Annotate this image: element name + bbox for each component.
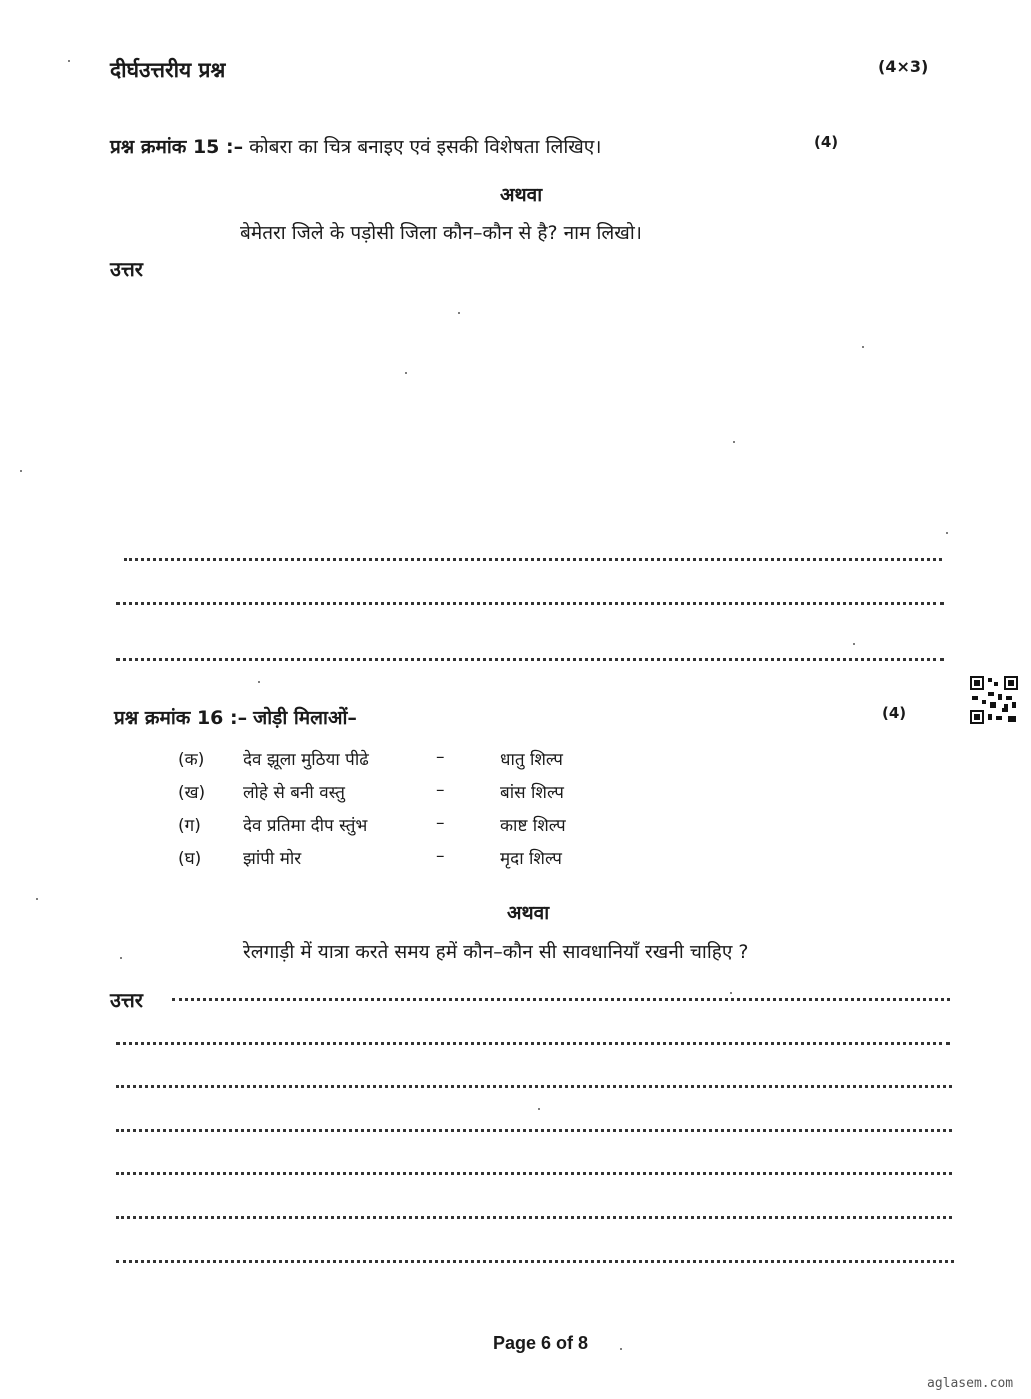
- scan-speck: [20, 470, 22, 472]
- answer-line[interactable]: [116, 1085, 952, 1088]
- question-16: [114, 704, 357, 730]
- answer-line[interactable]: [116, 1129, 952, 1132]
- question-16-alt-text: रेलगाड़ी में यात्रा करते समय हमें कौन–कौन सी सावधानियाँ रखनी चाहिए ?: [243, 941, 749, 963]
- scan-speck: [68, 60, 70, 62]
- page-number: Page 6 of 8: [493, 1333, 589, 1353]
- scan-speck: [946, 532, 948, 534]
- answer-line[interactable]: [116, 602, 944, 605]
- pair-dash: –: [436, 846, 445, 866]
- question-16-marks: (4): [882, 704, 907, 722]
- pair-dash: –: [436, 813, 445, 833]
- pair-right: बांस शिल्प: [500, 783, 564, 803]
- section-marks: (4×3): [878, 57, 929, 76]
- pair-left: देव झूला मुठिया पीढे: [243, 750, 369, 770]
- pair-key: (क): [178, 750, 205, 770]
- pair-left: झांपी मोर: [243, 849, 302, 869]
- answer-line[interactable]: [116, 1216, 952, 1219]
- pair-left: देव प्रतिमा दीप स्तुंभ: [243, 816, 368, 836]
- scan-speck: [730, 992, 732, 994]
- pair-key: (ख): [178, 783, 206, 803]
- question-15-alt-text: बेमेतरा जिले के पड़ोसी जिला कौन–कौन से है? नाम लिखो।: [240, 222, 642, 244]
- question-15: [110, 133, 602, 159]
- scan-speck: [405, 372, 407, 374]
- question-16-label: प्रश्न क्रमांक 16 :–: [114, 707, 248, 729]
- scan-speck: [620, 1348, 622, 1350]
- qr-code-icon: [970, 676, 1018, 724]
- question-15-answer-label: उत्तर: [110, 257, 143, 281]
- answer-line[interactable]: [116, 658, 944, 661]
- pair-right: मृदा शिल्प: [500, 849, 562, 869]
- scan-speck: [853, 643, 855, 645]
- answer-line[interactable]: [172, 998, 950, 1001]
- answer-line[interactable]: [116, 1172, 952, 1175]
- answer-line[interactable]: [116, 1260, 954, 1263]
- question-16-or: अथवा: [507, 902, 550, 924]
- question-15-text: कोबरा का चित्र बनाइए एवं इसकी विशेषता लिखिए।: [249, 136, 602, 158]
- scan-speck: [36, 898, 38, 900]
- answer-line[interactable]: [124, 558, 942, 561]
- question-15-marks: (4): [814, 133, 839, 151]
- scan-speck: [538, 1108, 540, 1110]
- watermark: aglasem.com: [927, 1376, 1014, 1391]
- scan-speck: [120, 957, 122, 959]
- scan-speck: [258, 681, 260, 683]
- pair-right: काष्ट शिल्प: [500, 816, 566, 836]
- pair-key: (ग): [178, 816, 201, 836]
- question-15-or: अथवा: [500, 184, 543, 206]
- question-15-label: प्रश्न क्रमांक 15 :–: [110, 136, 244, 158]
- scan-speck: [733, 441, 735, 443]
- question-16-answer-label: उत्तर: [110, 988, 143, 1012]
- pair-dash: –: [436, 780, 445, 800]
- section-title: दीर्घउत्तरीय प्रश्न: [110, 58, 226, 82]
- pair-left: लोहे से बनी वस्तु: [243, 783, 345, 803]
- pair-right: धातु शिल्प: [500, 750, 563, 770]
- pair-key: (घ): [178, 849, 202, 869]
- answer-line[interactable]: [116, 1042, 950, 1045]
- scan-speck: [862, 346, 864, 348]
- question-16-text: जोड़ी मिलाओं–: [253, 707, 357, 729]
- pair-dash: –: [436, 747, 445, 767]
- scan-speck: [458, 312, 460, 314]
